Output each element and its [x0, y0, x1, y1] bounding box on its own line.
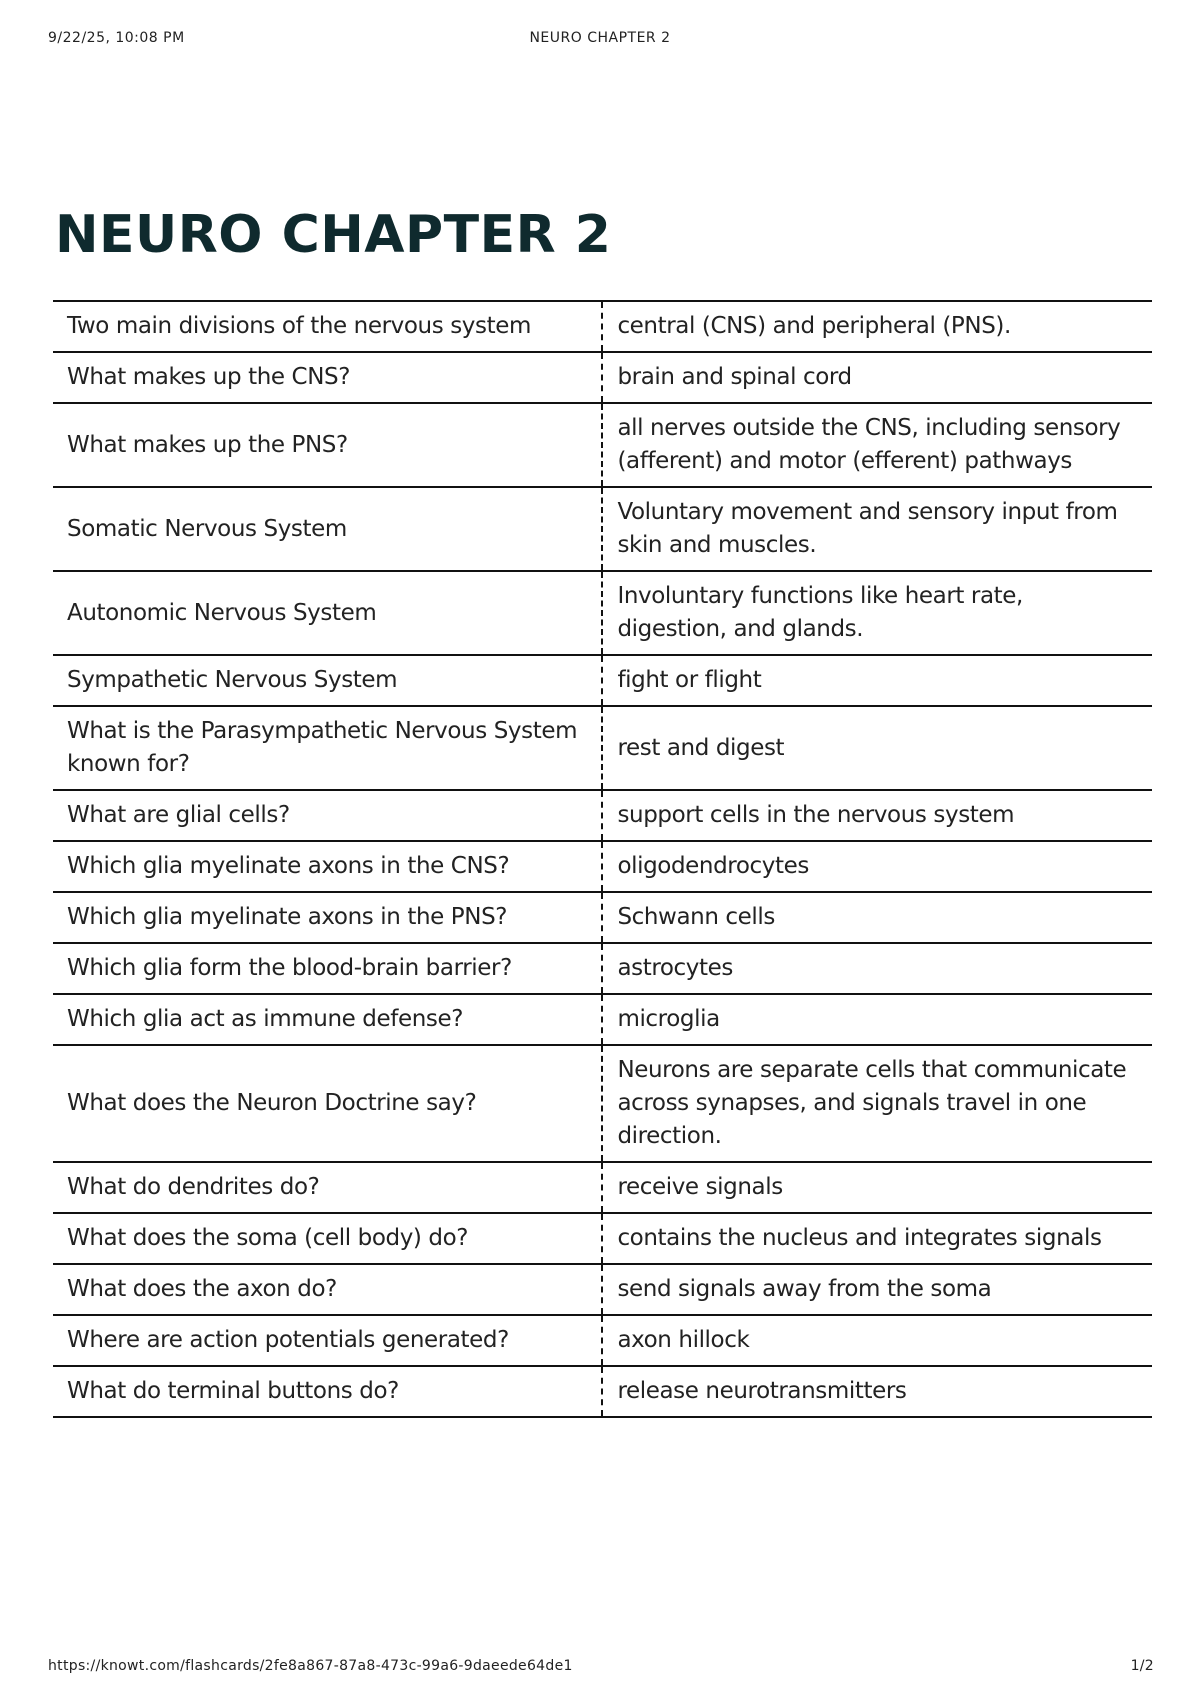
flashcard-definition: Schwann cells: [602, 892, 1152, 943]
flashcard-row: [53, 892, 1152, 943]
flashcard-term: What are glial cells?: [53, 790, 602, 841]
flashcard-term: What does the soma (cell body) do?: [53, 1213, 602, 1264]
flashcard-definition: all nerves outside the CNS, including sensory (afferent) and motor (efferent) pathways: [602, 403, 1152, 487]
flashcard-row: [53, 1045, 1152, 1162]
flashcard-row: [53, 301, 1152, 352]
print-footer: [0, 1658, 1200, 1678]
flashcard-row: [53, 403, 1152, 487]
flashcard-term: What is the Parasympathetic Nervous System known for?: [53, 706, 602, 790]
flashcard-table: [53, 300, 1152, 1418]
flashcard-term: What do terminal buttons do?: [53, 1366, 602, 1417]
flashcard-definition: send signals away from the soma: [602, 1264, 1152, 1315]
flashcard-definition: receive signals: [602, 1162, 1152, 1213]
flashcard-definition: contains the nucleus and integrates signals: [602, 1213, 1152, 1264]
flashcard-definition: central (CNS) and peripheral (PNS).: [602, 301, 1152, 352]
flashcard-term: Two main divisions of the nervous system: [53, 301, 602, 352]
flashcard-definition: oligodendrocytes: [602, 841, 1152, 892]
flashcard-term: Sympathetic Nervous System: [53, 655, 602, 706]
flashcard-term: What do dendrites do?: [53, 1162, 602, 1213]
flashcard-row: [53, 1213, 1152, 1264]
flashcard-term: What does the Neuron Doctrine say?: [53, 1045, 602, 1162]
flashcard-row: [53, 1366, 1152, 1417]
page-url: https://knowt.com/flashcards/2fe8a867-87a8-473c-99a6-9daeede64de1: [48, 1658, 573, 1674]
flashcard-row: [53, 487, 1152, 571]
print-doc-title: NEURO CHAPTER 2: [529, 30, 671, 46]
flashcard-term: What does the axon do?: [53, 1264, 602, 1315]
flashcard-term: Which glia act as immune defense?: [53, 994, 602, 1045]
flashcard-definition: Neurons are separate cells that communicate across synapses, and signals travel in one direction.: [602, 1045, 1152, 1162]
flashcard-definition: axon hillock: [602, 1315, 1152, 1366]
flashcard-term: What makes up the CNS?: [53, 352, 602, 403]
flashcard-definition: brain and spinal cord: [602, 352, 1152, 403]
flashcard-definition: fight or flight: [602, 655, 1152, 706]
flashcard-term: Somatic Nervous System: [53, 487, 602, 571]
flashcard-row: [53, 571, 1152, 655]
flashcard-row: [53, 994, 1152, 1045]
flashcard-row: [53, 1162, 1152, 1213]
flashcard-term: Autonomic Nervous System: [53, 571, 602, 655]
flashcard-list: [53, 301, 1152, 1417]
page-number: 1/2: [1130, 1658, 1154, 1674]
print-header: [0, 30, 1200, 50]
flashcard-term: Which glia myelinate axons in the CNS?: [53, 841, 602, 892]
flashcard-term: Which glia myelinate axons in the PNS?: [53, 892, 602, 943]
flashcard-term: What makes up the PNS?: [53, 403, 602, 487]
flashcard-term: Where are action potentials generated?: [53, 1315, 602, 1366]
flashcard-definition: Voluntary movement and sensory input from skin and muscles.: [602, 487, 1152, 571]
flashcard-row: [53, 841, 1152, 892]
flashcard-definition: astrocytes: [602, 943, 1152, 994]
page-title: NEURO CHAPTER 2: [55, 205, 612, 265]
flashcard-row: [53, 790, 1152, 841]
flashcard-row: [53, 706, 1152, 790]
print-datetime: 9/22/25, 10:08 PM: [48, 30, 185, 46]
flashcard-definition: microglia: [602, 994, 1152, 1045]
flashcard-row: [53, 1264, 1152, 1315]
flashcard-row: [53, 943, 1152, 994]
flashcard-definition: release neurotransmitters: [602, 1366, 1152, 1417]
flashcard-row: [53, 1315, 1152, 1366]
flashcard-row: [53, 655, 1152, 706]
flashcard-row: [53, 352, 1152, 403]
flashcard-definition: support cells in the nervous system: [602, 790, 1152, 841]
flashcard-term: Which glia form the blood-brain barrier?: [53, 943, 602, 994]
flashcard-definition: rest and digest: [602, 706, 1152, 790]
flashcard-definition: Involuntary functions like heart rate, digestion, and glands.: [602, 571, 1152, 655]
